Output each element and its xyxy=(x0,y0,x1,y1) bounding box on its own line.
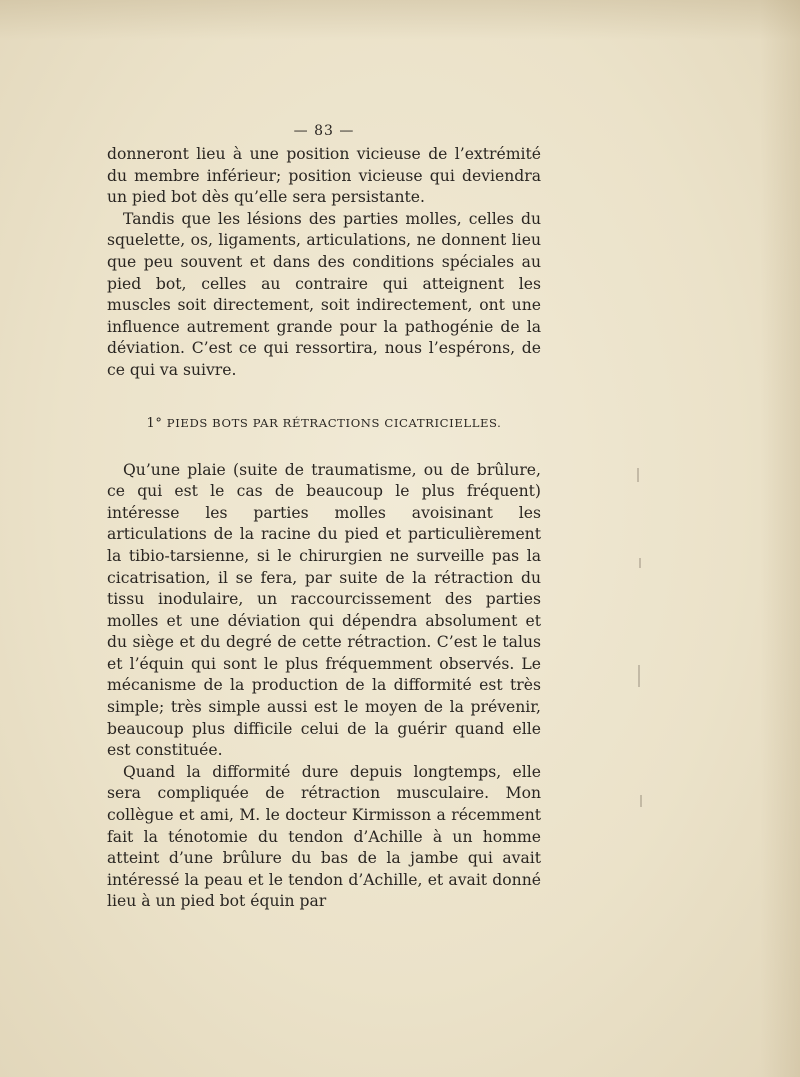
paper-speck xyxy=(638,665,640,687)
continuation-paragraph: donneront lieu à une position vicieuse de l’extrémité du membre inférieur; position vicieuse qui deviendra un pied bot dès qu’elle sera persistante. xyxy=(107,145,541,207)
page-number: — 83 — xyxy=(293,123,355,139)
page-edge-shadow-right xyxy=(760,0,800,1077)
paragraph-2: Qu’une plaie (suite de traumatisme, ou de brûlure, ce qui est le cas de beaucoup le plus fréquent) intéresse les parties molles avoisinant les articulations de la racine du pied et particulièrement la tibio-tarsienne, si le chirurgien ne surveille pas la cicatrisation, il se fera, par suite de la rétraction du tissu inodulaire, un raccourcissement des parties molles et une déviation qui dépendra absolument et du siège et du degré de cette rétraction. C’est le talus et l’équin qui sont le plus fréquemment observés. Le mécanisme de la production de la difformité est très simple; très simple aussi est le moyen de la prévenir, beaucoup plus difficile celui de la guérir quand elle est constituée. xyxy=(107,460,541,760)
paper-speck xyxy=(637,468,639,482)
paper-speck xyxy=(640,795,642,807)
section-heading xyxy=(107,415,541,432)
paper-speck xyxy=(639,558,641,568)
page-edge-shadow-top xyxy=(0,0,800,40)
section-title: PIEDS BOTS PAR RÉTRACTIONS CICATRICIELLES. xyxy=(166,415,502,430)
text-block xyxy=(107,118,541,913)
paragraph-1: Tandis que les lésions des parties molles, celles du squelette, os, ligaments, articulations, ne donnent lieu que peu souvent et dans des conditions spéciales au pied bot, celles au contraire qui atteignent les muscles soit directement, soit indirectement, ont une influence autrement grande pour la pathogénie de la déviation. C’est ce qui ressortira, nous l’espérons, de ce qui va suivre. xyxy=(107,209,541,379)
paragraph-3: Quand la difformité dure depuis longtemps, elle sera compliquée de rétraction musculaire. Mon collègue et ami, M. le docteur Kirmisson a récemment fait la ténotomie du tendon d’Achille à un homme atteint d’une brûlure du bas de la jambe qui avait intéressé la peau et le tendon d’Achille, et avait donné lieu à un pied bot équin par xyxy=(107,762,541,911)
section-number: 1° xyxy=(146,415,163,431)
